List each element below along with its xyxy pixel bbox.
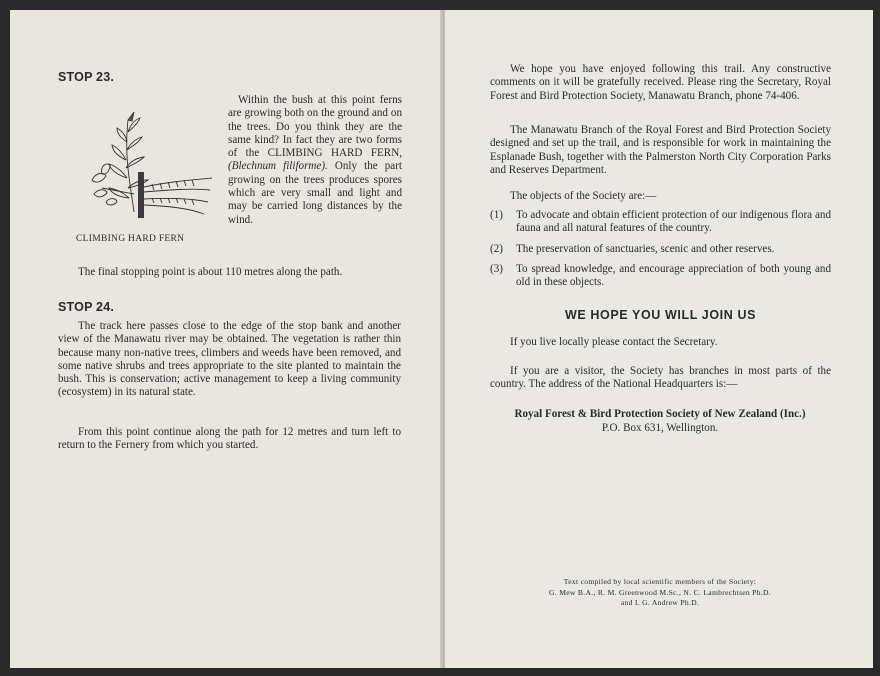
- list-item: [490, 243, 831, 256]
- objects-intro: The objects of the Society are:—: [510, 190, 657, 202]
- list-item-text: To advocate and obtain efficient protection of our indigenous flora and fauna and all natural features of the country.: [516, 209, 831, 235]
- objects-list: [490, 209, 831, 296]
- stop-23-paragraph-end: Only the part growing on the trees produces spores which are very small and light and may be carried long distances by the wind.: [228, 160, 402, 226]
- continue-paragraph: From this point continue along the path for 12 metres and turn left to return to the Fernery from which you started.: [58, 426, 401, 452]
- local-paragraph: If you live locally please contact the Secretary.: [510, 336, 718, 348]
- list-item-text: The preservation of sanctuaries, scenic and other reserves.: [516, 242, 775, 255]
- list-item-number: (3): [490, 262, 503, 275]
- left-page: [10, 10, 443, 668]
- stop-24-paragraph: The track here passes close to the edge of the stop bank and another view of the Manawatu river may be obtained. The vegetation is rather thin because many non-native trees, climbers and weeds have been removed, and some native shrubs and trees appropriate to the site planted to maintain the bush. This is conservation; active management to keep a living community (ecosystem) in its natural state.: [58, 320, 401, 399]
- stop-23-paragraph: Within the bush at this point ferns are growing both on the ground and on the trees. Do you think they are the same kind? In fact they are two forms of the CLIMBING HARD FERN,: [228, 94, 402, 160]
- org-name: Royal Forest & Bird Protection Society of New Zealand (Inc.): [514, 408, 806, 420]
- credits-line-1: Text compiled by local scientific members of the Society:: [563, 577, 757, 586]
- credits: [485, 577, 835, 609]
- species-name: (Blechnum filiforme).: [228, 160, 328, 173]
- org-address: P.O. Box 631, Wellington.: [601, 422, 719, 434]
- stop-23-text: [228, 94, 402, 227]
- list-item-number: (1): [490, 209, 503, 221]
- intro-paragraph: We hope you have enjoyed following this trail. Any constructive comments on it will be gratefully received. Please ring the Secretary, Royal Forest and Bird Protection Society, Manawatu Branch, phone 74-406.: [490, 63, 831, 102]
- stop-24-heading: STOP 24.: [58, 300, 115, 314]
- list-item-number: (2): [490, 242, 503, 255]
- right-page: [445, 10, 873, 668]
- final-note: The final stopping point is about 110 metres along the path.: [78, 266, 343, 278]
- fern-caption: CLIMBING HARD FERN: [76, 234, 185, 244]
- join-heading: WE HOPE YOU WILL JOIN US: [564, 308, 757, 322]
- credits-line-3: and I. G. Andrew Ph.D.: [620, 598, 700, 607]
- stop-23-heading: STOP 23.: [58, 70, 115, 84]
- visitor-paragraph: If you are a visitor, the Society has branches in most parts of the country. The address of the National Headquarters is:—: [490, 365, 831, 391]
- list-item: [490, 209, 831, 236]
- list-item-text: To spread knowledge, and encourage appreciation of both young and old in these objects.: [516, 262, 831, 289]
- credits-line-2: G. Mew B.A., R. M. Greenwood M.Sc., N. C. Lambrechtsen Ph.D.: [549, 587, 771, 597]
- list-item: [490, 263, 831, 290]
- climbing-hard-fern-illustration: [72, 102, 212, 232]
- branch-paragraph: The Manawatu Branch of the Royal Forest and Bird Protection Society designed and set up the trail, and is responsible for work in maintaining the Esplanade Bush, together with the Palmerston North City Corporation Parks and Reserves Department.: [490, 124, 831, 176]
